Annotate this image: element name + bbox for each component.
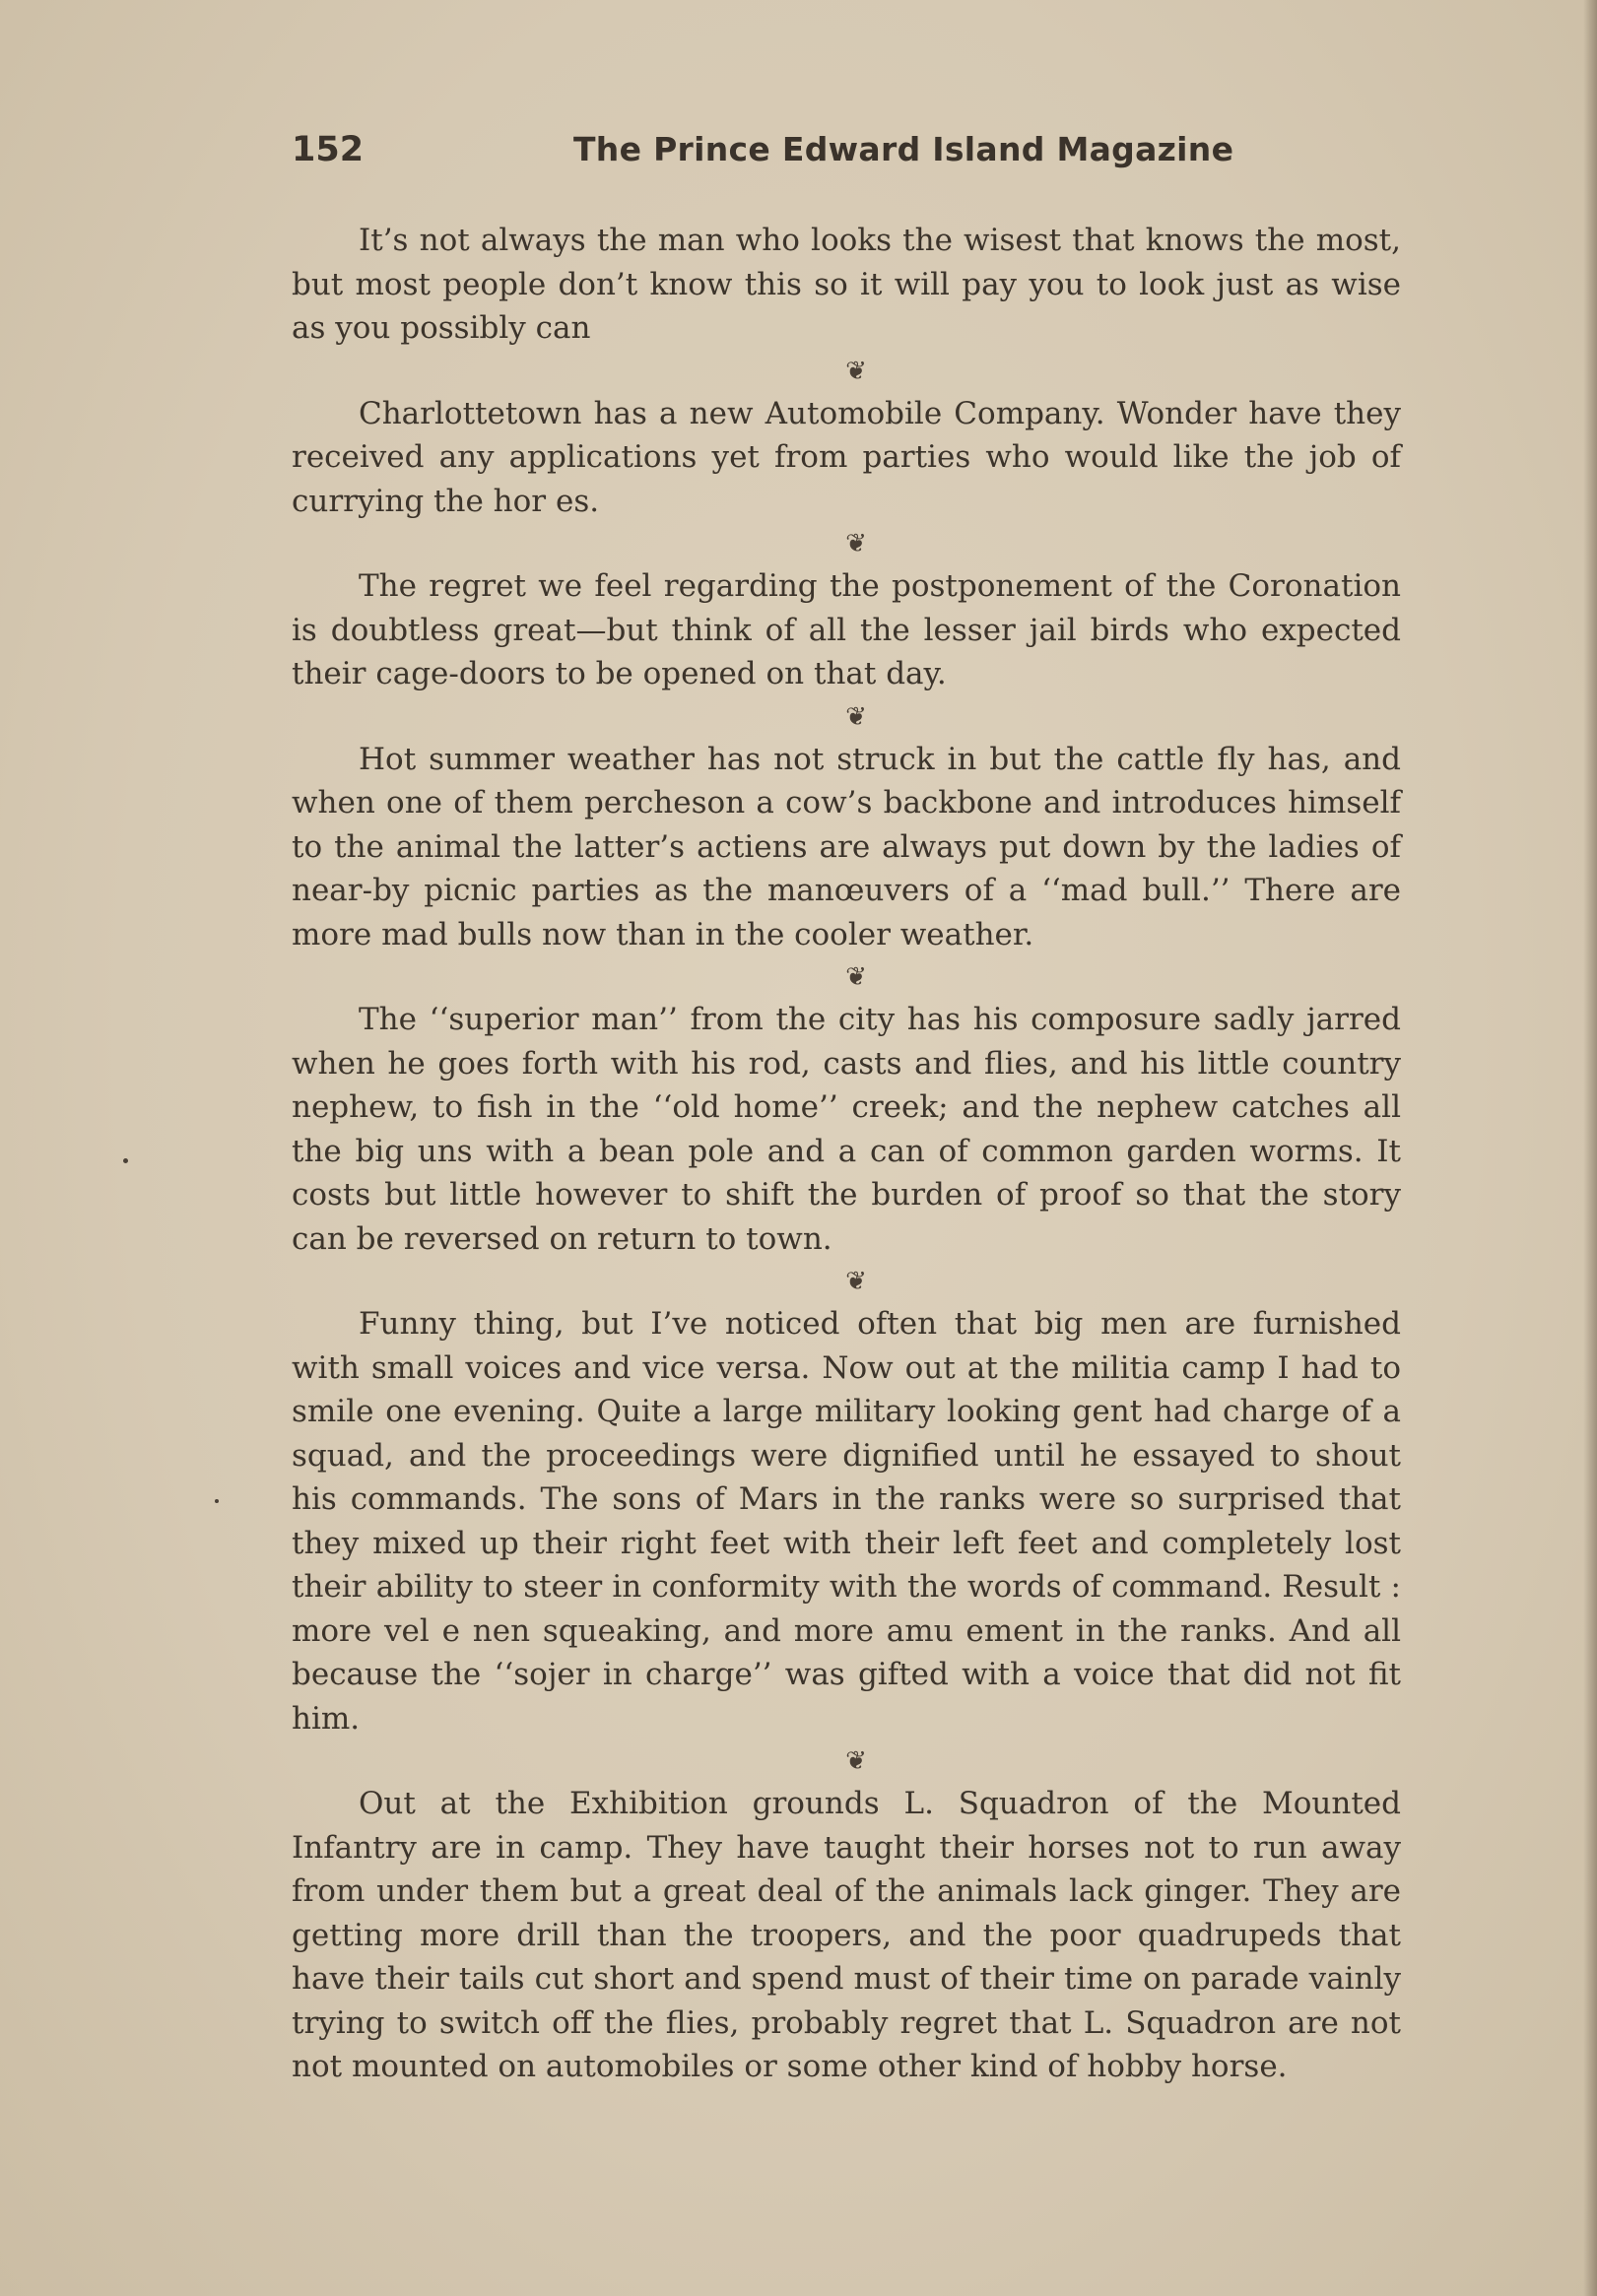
paragraph-automobile-company: Charlottetown has a new Automobile Company. Wonder have they received any applications yet from parties who would like the job of currying the hor es. [292, 395, 1401, 519]
ornament-icon: ❦ [845, 529, 867, 558]
ornament-icon: ❦ [845, 962, 867, 992]
ornament-icon: ❦ [845, 701, 867, 732]
paragraph-coronation: The regret we feel regarding the postponement of the Coronation is doubtless great—but think of all the lesser jail birds who expected their cage-doors to be opened on that day. [292, 568, 1401, 691]
page-header [292, 130, 1415, 185]
paragraph-exhibition-grounds: Out at the Exhibition grounds L. Squadron of the Mounted Infantry are in camp. They have taught their horses not to run away from under them but a great deal of the animals lack ginger. They are getting more drill than the troopers, and the poor quadrupeds that have their tails cut short and spend must of their time on parade vainly trying to switch off the flies, probably regret that L. Squadron are not not mounted on automobiles or some other kind of hobby horse. [292, 1786, 1401, 2084]
paragraph-cattle-fly: Hot summer weather has not struck in but the cattle fly has, and when one of them percheson a cow’s backbone and introduces himself to the animal the latter’s actiens are always put down by the ladies of near-by picnic parties as the manœuvers of a ‘‘mad bull.’’ There are more mad bulls now than in the cooler weather. [292, 741, 1401, 952]
magazine-title: The Prince Edward Island Magazine [573, 130, 1234, 168]
paragraph-militia-camp: Funny thing, but I’ve noticed often that big men are furnished with small voices and vice versa. Now out at the militia camp I had to smile one evening. Quite a large military looking gent had charge of a squad, and the proceedings were dignified until he essayed to shout his commands. The sons of Mars in the ranks were so surprised that they mixed up their right feet with their left feet and completely lost their ability to steer in conformity with the words of command. Result : more vel e nen squeaking, and more amu ement in the ranks. And all because the ‘‘sojer in charge’’ was gifted with a voice that did not fit him. [292, 1306, 1401, 1737]
article-body [292, 219, 1401, 2089]
page-number: 152 [292, 130, 365, 169]
ornament-icon: ❦ [845, 1746, 867, 1776]
ornament-icon: ❦ [845, 356, 867, 386]
paper-speck [123, 1158, 128, 1163]
paragraph-superior-man: The ‘‘superior man’’ from the city has his composure sadly jarred when he goes forth with his rod, casts and flies, and his little country nephew, to fish in the ‘‘old home’’ creek; and the nephew catches all the big uns with a bean pole and a can of common garden worms. It costs but little however to shift the burden of proof so that the story can be reversed on return to town. [292, 1002, 1401, 1257]
paragraph-wise-man: It’s not always the man who looks the wisest that knows the most, but most people don’t know this so it will pay you to look just as wise as you possibly can [292, 223, 1401, 346]
paper-speck [215, 1499, 219, 1503]
page-edge-shadow [1583, 0, 1597, 2296]
ornament-icon: ❦ [845, 1267, 867, 1296]
